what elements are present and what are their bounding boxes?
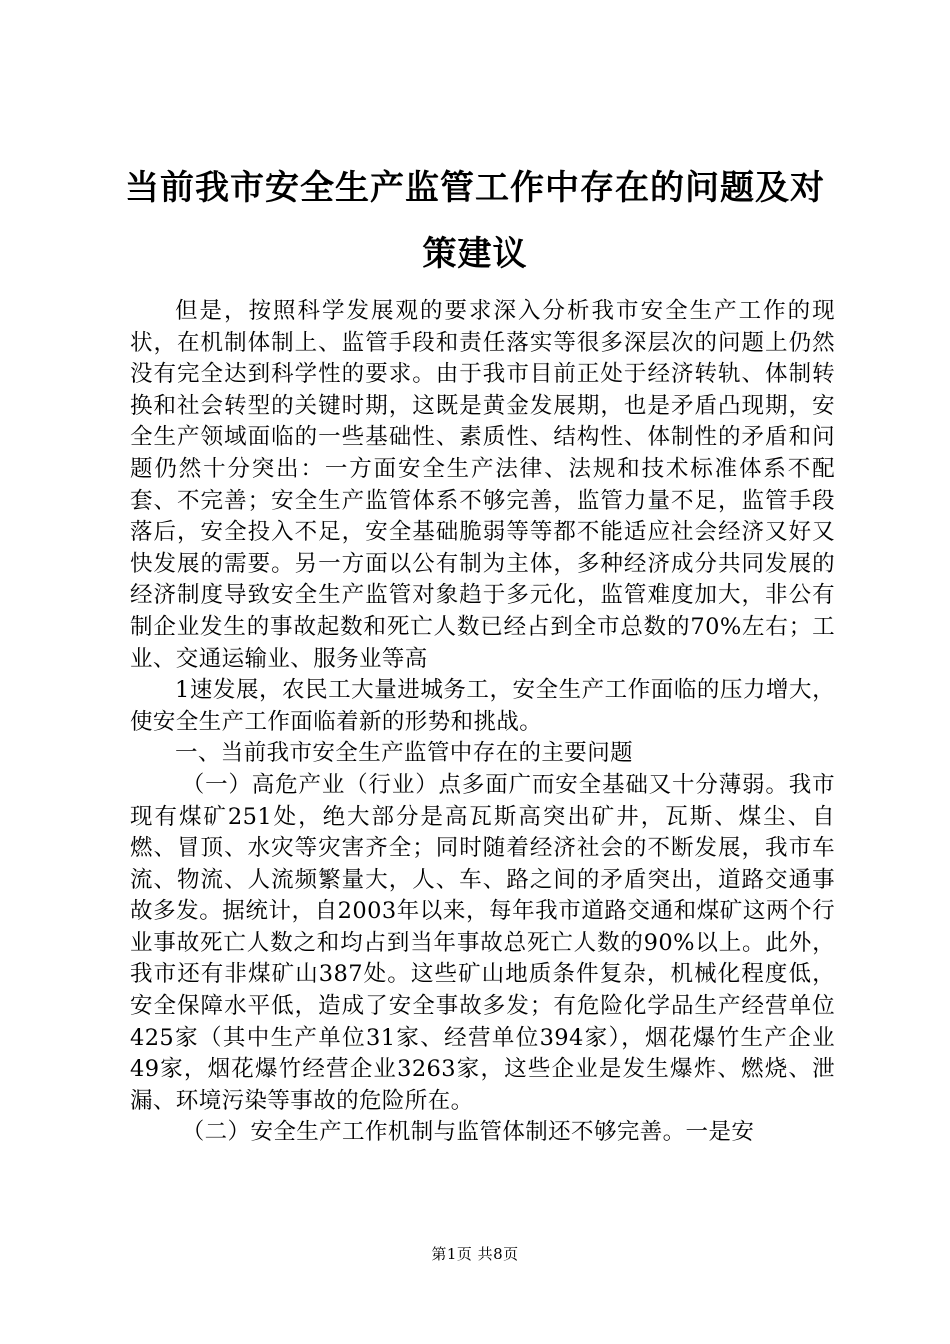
paragraph-problem-two: （二）安全生产工作机制与监管体制还不够完善。一是安 bbox=[181, 1119, 755, 1146]
document-body bbox=[130, 296, 835, 1149]
paragraph-continuation: 1速发展，农民工大量进城务工，安全生产工作面临的压力增大，使安全生产工作面临着新的形势和挑战。 bbox=[130, 677, 835, 735]
paragraph-intro: 但是，按照科学发展观的要求深入分析我市安全生产工作的现状，在机制体制上、监管手段和责任落实等很多深层次的问题上仍然没有完全达到科学性的要求。由于我市目前正处于经济转轨、体制转换和社会转型的关键时期，这既是黄金发展期，也是矛盾凸现期，安全生产领域面临的一些基础性、素质性、结构性、体制性的矛盾和问题仍然十分突出：一方面安全生产法律、法规和技术标准体系不配套、不完善；安全生产监管体系不够完善，监管力量不足，监管手段落后，安全投入不足，安全基础脆弱等等都不能适应社会经济又好又快发展的需要。另一方面以公有制为主体，多种经济成分共同发展的经济制度导致安全生产监管对象趋于多元化，监管难度加大，非公有制企业发生的事故起数和死亡人数已经占到全市总数的70%左右；工业、交通运输业、服务业等高 bbox=[130, 298, 835, 672]
page-footer: 第1页 共8页 bbox=[431, 1245, 519, 1263]
document-title: 当前我市安全生产监管工作中存在的问题及对策建议 bbox=[125, 168, 825, 274]
section-heading-main-problems: 一、当前我市安全生产监管中存在的主要问题 bbox=[175, 740, 634, 767]
paragraph-problem-one: （一）高危产业（行业）点多面广而安全基础又十分薄弱。我市现有煤矿251处，绝大部分是高瓦斯高突出矿井，瓦斯、煤尘、自燃、冒顶、水灾等灾害齐全；同时随着经济社会的不断发展，我市车流、物流、人流频繁量大，人、车、路之间的矛盾突出，道路交通事故多发。据统计，自2003年以来，每年我市道路交通和煤矿这两个行业事故死亡人数之和均占到当年事故总死亡人数的90%以上。此外，我市还有非煤矿山387处。这些矿山地质条件复杂，机械化程度低，安全保障水平低，造成了安全事故多发；有危险化学品生产经营单位425家（其中生产单位31家、经营单位394家），烟花爆竹生产企业49家，烟花爆竹经营企业3263家，这些企业是发生爆炸、燃烧、泄漏、环境污染等事故的危险所在。 bbox=[130, 771, 835, 1114]
